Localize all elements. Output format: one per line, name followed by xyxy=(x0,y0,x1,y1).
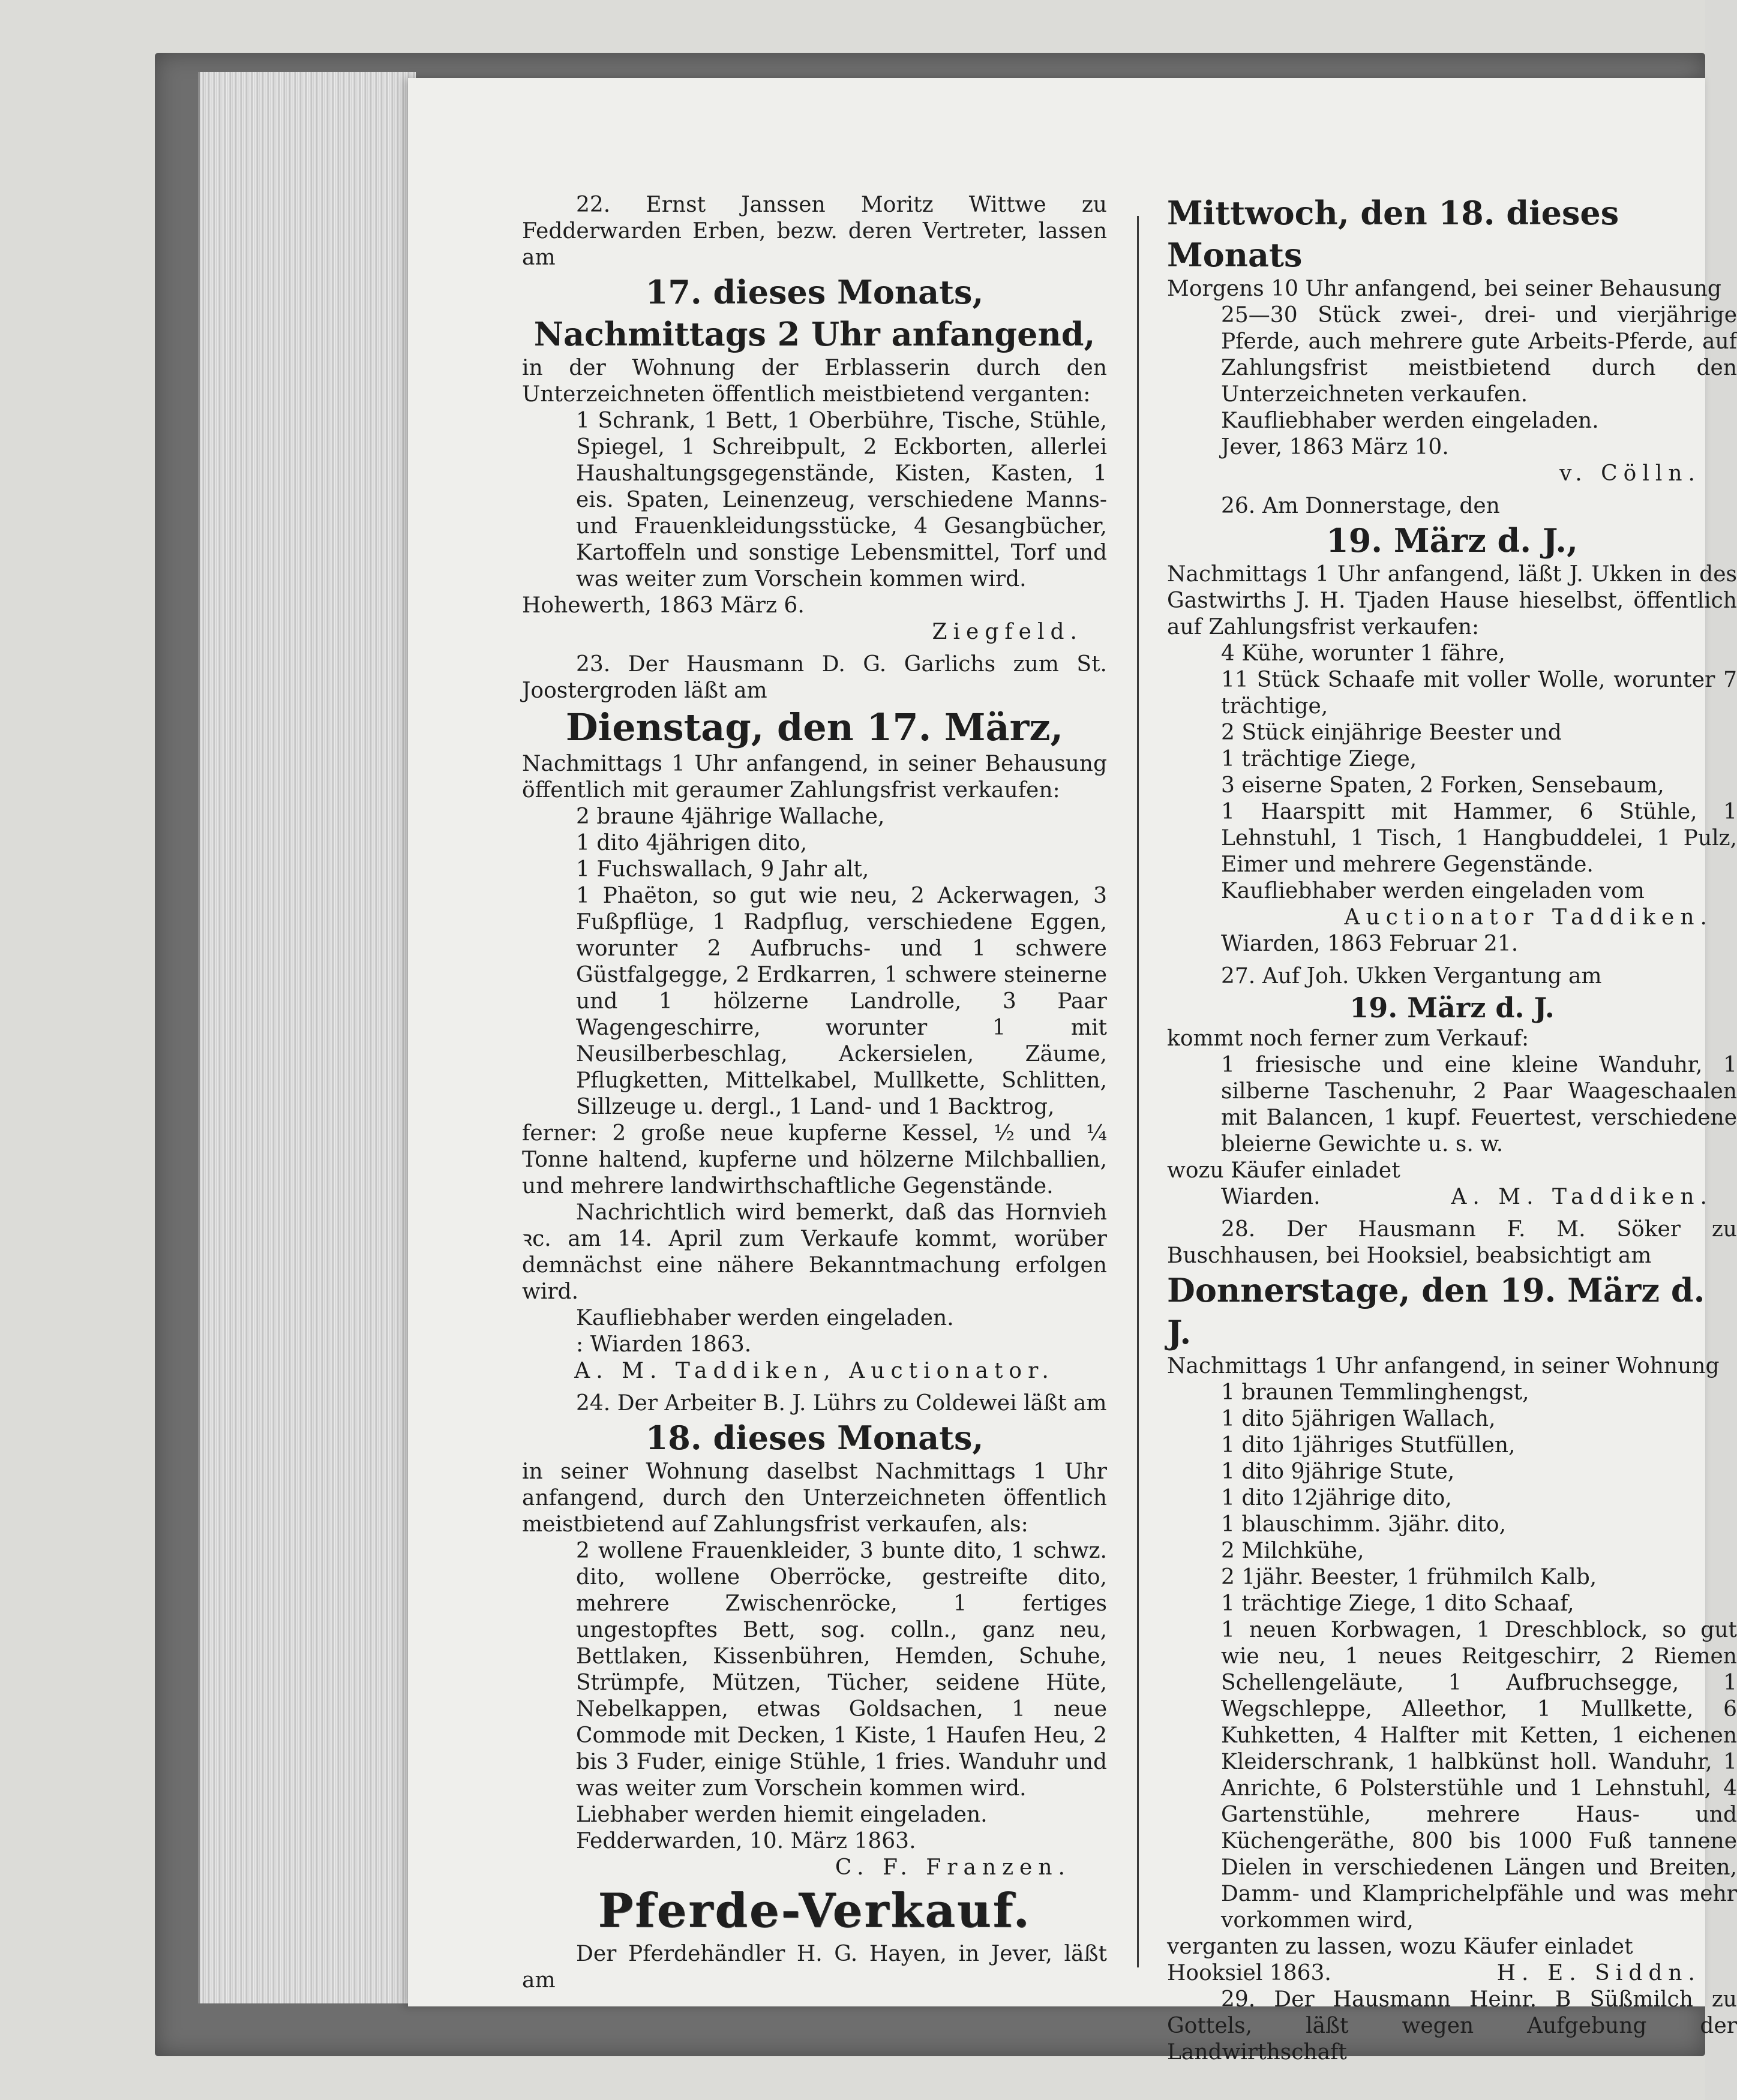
notice-28-item-9: 1 trächtige Ziege, 1 dito Schaaf, xyxy=(1221,1591,1574,1616)
left-column xyxy=(522,192,1107,1994)
notice-28-item-5: 1 dito 12jährige dito, xyxy=(1221,1486,1452,1510)
notice-28-item-3: 1 dito 1jähriges Stutfüllen, xyxy=(1221,1433,1516,1458)
notice-28-item-1: 1 braunen Temmlinghengst, xyxy=(1221,1380,1529,1405)
notice-26-date: 19. März d. J., xyxy=(1326,521,1578,560)
notice-26-where: Nachmittags 1 Uhr anfangend, läßt J. Ukken in des Gastwirths J. H. Tjaden Hause hieselbst, öffentlich auf Zahlungsfrist verkaufen: xyxy=(1167,562,1737,639)
notice-23-note: Nachrichtlich wird bemerkt, daß das Hornvieh ꝛc. am 14. April zum Verkaufe kommt, worüber demnächst eine nähere Bekanntmachung erfolgen wird. xyxy=(522,1200,1107,1304)
notice-23-place: : Wiarden 1863. xyxy=(576,1332,752,1357)
notice-28-date: Donnerstage, den 19. März d. J. xyxy=(1167,1271,1705,1351)
notice-22-items: 1 Schrank, 1 Bett, 1 Oberbühre, Tische, Stühle, Spiegel, 1 Schreibpult, 2 Eckborten, allerlei Haushaltungsgegenstände, Kisten, Kasten, 1 eis. Spaten, Leinenzeug, verschiedene Manns- und Frauenkleidungsstücke, 4 Gesangbücher, Kartoffeln und sonstige Lebensmittel, Torf und was weiter zum Vorschein kommen wird. xyxy=(576,408,1107,591)
notice-28-item-4: 1 dito 9jährige Stute, xyxy=(1221,1459,1455,1484)
notice-28-intro: 28. Der Hausmann F. M. Söker zu Buschhausen, bei Hooksiel, beabsichtigt am xyxy=(1167,1217,1737,1268)
notice-27-buyers: wozu Käufer einladet xyxy=(1167,1158,1400,1183)
notice-23-where: Nachmittags 1 Uhr anfangend, in seiner Behausung öffentlich mit geraumer Zahlungsfrist verkaufen: xyxy=(522,752,1107,803)
notice-23-ferner: ferner: 2 große neue kupferne Kessel, ½ und ¼ Tonne haltend, kupferne und hölzerne Milchballien, und mehrere landwirthschaftliche Gegenstände. xyxy=(522,1121,1107,1198)
notice-27-place: Wiarden. xyxy=(1221,1185,1321,1209)
right-column xyxy=(1167,192,1737,2066)
notice-28-end: verganten zu lassen, wozu Käufer einladet xyxy=(1167,1934,1633,1959)
horse-sale-text: Der Pferdehändler H. G. Hayen, in Jever, läßt am xyxy=(522,1942,1107,1993)
notice-28-item-8: 2 1jähr. Beester, 1 frühmilch Kalb, xyxy=(1221,1565,1597,1590)
column-divider xyxy=(1137,216,1139,1967)
notice-27-text: kommt noch ferner zum Verkauf: xyxy=(1167,1026,1529,1051)
notice-27-intro: 27. Auf Joh. Ukken Vergantung am xyxy=(1221,964,1602,989)
notice-25-items: 25—30 Stück zwei-, drei- und vierjährige Pferde, auch mehrere gute Arbeits-Pferde, auf Zahlungsfrist meistbietend durch den Unterzeichneten verkaufen. xyxy=(1221,303,1737,407)
notice-28-item-2: 1 dito 5jährigen Wallach, xyxy=(1221,1407,1496,1431)
notice-23-item-3: 1 Fuchswallach, 9 Jahr alt, xyxy=(576,857,869,882)
notice-24-signature: C. F. Franzen. xyxy=(835,1855,1071,1880)
notice-26-intro: 26. Am Donnerstage, den xyxy=(1221,494,1500,518)
notice-28-item-6: 1 blauschimm. 3jähr. dito, xyxy=(1221,1512,1507,1537)
notice-22-date: 17. dieses Monats, xyxy=(645,273,984,311)
notice-25-buyers: Kaufliebhaber werden eingeladen. xyxy=(1221,408,1599,433)
notice-25-place: Jever, 1863 März 10. xyxy=(1221,435,1449,459)
notice-23-intro: 23. Der Hausmann D. G. Garlichs zum St. Joostergroden läßt am xyxy=(522,652,1107,703)
notice-26-item-3: 2 Stück einjährige Beester und xyxy=(1221,720,1562,745)
notice-22-time: Nachmittags 2 Uhr anfangend, xyxy=(533,315,1096,353)
notice-26-item-5: 3 eiserne Spaten, 2 Forken, Sensebaum, xyxy=(1221,773,1664,798)
notice-28-signature: H. E. Siddn. xyxy=(1496,1961,1701,1985)
notice-27-date: 19. März d. J. xyxy=(1349,992,1555,1024)
notice-26-item-2: 11 Stück Schaafe mit voller Wolle, worunter 7 trächtige, xyxy=(1221,668,1737,719)
notice-24-place: Fedderwarden, 10. März 1863. xyxy=(576,1829,916,1853)
notice-28-where: Nachmittags 1 Uhr anfangend, in seiner Wohnung xyxy=(1167,1354,1720,1378)
notice-25-signature: v. Cölln. xyxy=(1559,461,1701,486)
notice-23-date: Dienstag, den 17. März, xyxy=(565,705,1064,749)
notice-25-time: Morgens 10 Uhr anfangend, bei seiner Behausung xyxy=(1167,277,1721,301)
notice-23-item-1: 2 braune 4jährige Wallache, xyxy=(576,804,885,829)
notice-26-item-4: 1 trächtige Ziege, xyxy=(1221,747,1417,771)
notice-23-signature: A. M. Taddiken, Auctionator. xyxy=(574,1359,1055,1383)
notice-24-where: in seiner Wohnung daselbst Nachmittags 1 Uhr anfangend, durch den Unterzeichneten öffentlich meistbietend auf Zahlungsfrist verkaufen, als: xyxy=(522,1459,1107,1537)
notice-29-intro: 29. Der Hausmann Heinr. B Süßmilch zu Gottels, läßt wegen Aufgebung der Landwirthschaft xyxy=(1167,1987,1737,2065)
notice-22-where: in der Wohnung der Erblasserin durch den Unterzeichneten öffentlich meistbietend verganten: xyxy=(522,356,1107,407)
notice-27-items: 1 friesische und eine kleine Wanduhr, 1 silberne Taschenuhr, 2 Paar Waageschaalen mit Balancen, 1 kupf. Feuertest, verschiedene bleierne Gewichte u. s. w. xyxy=(1221,1053,1737,1156)
right-column-clip xyxy=(1167,192,1737,2065)
notice-28-item-10: 1 neuen Korbwagen, 1 Dreschblock, so gut wie neu, 1 neues Reitgeschirr, 2 Riemen Schellengeläute, 1 Aufbruchsegge, 1 Wegschleppe, Alleethor, 1 Mullkette, 6 Kuhketten, 4 Halfter mit Ketten, 1 eichenen Kleiderschrank, 1 halbkünst holl. Wanduhr, 1 Anrichte, 6 Polsterstühle und 1 Lehnstuhl, 4 Gartenstühle, mehrere Haus- und Küchengeräthe, 800 bis 1000 Fuß tannene Dielen in verschiedenen Längen und Breiten, Damm- und Klamprichelpfähle und was mehr vorkommen wird, xyxy=(1221,1618,1737,1933)
notice-26-signature: Auctionator Taddiken. xyxy=(1344,905,1713,930)
notice-25-date: Mittwoch, den 18. dieses Monats xyxy=(1167,194,1619,274)
notice-26-item-6: 1 Haarspitt mit Hammer, 6 Stühle, 1 Lehnstuhl, 1 Tisch, 1 Hangbuddelei, 1 Pulz, Eimer und mehrere Gegenstände. xyxy=(1221,800,1737,877)
notice-23-item-2: 1 dito 4jährigen dito, xyxy=(576,831,808,855)
notice-28-item-7: 2 Milchkühe, xyxy=(1221,1539,1364,1563)
notice-22-intro: 22. Ernst Janssen Moritz Wittwe zu Fedderwarden Erben, bezw. deren Vertreter, lassen am xyxy=(522,193,1107,270)
notice-23-buyers: Kaufliebhaber werden eingeladen. xyxy=(576,1306,954,1330)
notice-24-items: 2 wollene Frauenkleider, 3 bunte dito, 1 schwz. dito, wollene Oberröcke, gestreifte dito, mehrere Zwischenröcke, 1 fertiges ungestopftes Bett, sog. colln., ganz neu, Bettlaken, Kissenbühren, Hemden, Schuhe, Strümpfe, Mützen, Tücher, seidene Hüte, Nebelkappen, etwas Goldsachen, 1 neue Commode mit Decken, 1 Kiste, 1 Haufen Heu, 2 bis 3 Fuder, einige Stühle, 1 fries. Wanduhr und was weiter zum Vorschein kommen wird. xyxy=(576,1539,1107,1801)
horse-sale-title: Pferde-Verkauf. xyxy=(598,1883,1031,1938)
notice-24-intro: 24. Der Arbeiter B. J. Lührs zu Coldewei läßt am xyxy=(576,1391,1107,1416)
notice-26-place: Wiarden, 1863 Februar 21. xyxy=(1221,932,1519,956)
notice-27-signature: A. M. Taddiken. xyxy=(1451,1185,1713,1209)
notice-22-place: Hohewerth, 1863 März 6. xyxy=(522,593,805,618)
notice-24-date: 18. dieses Monats, xyxy=(645,1419,984,1457)
notice-23-item-4: 1 Phaëton, so gut wie neu, 2 Ackerwagen, 3 Fußpflüge, 1 Radpflug, verschiedene Eggen, worunter 2 Aufbruchs- und 1 schwere Güstfalgegge, 2 Erdkarren, 1 schwere steinerne und 1 hölzerne Landrolle, 3 Paar Wagengeschirre, worunter 1 mit Neusilberbeschlag, Ackersielen, Zäume, Pflugketten, Mittelkabel, Mullkette, Schlitten, Sillzeuge u. dergl., 1 Land- und 1 Backtrog, xyxy=(576,884,1107,1119)
notice-28-place: Hooksiel 1863. xyxy=(1167,1961,1331,1985)
notice-24-buyers: Liebhaber werden hiemit eingeladen. xyxy=(576,1802,988,1827)
notice-26-item-1: 4 Kühe, worunter 1 fähre, xyxy=(1221,641,1505,666)
page-edges xyxy=(198,72,416,2003)
notice-22-signature: Ziegfeld. xyxy=(932,620,1083,644)
notice-26-buyers: Kaufliebhaber werden eingeladen vom xyxy=(1221,879,1645,903)
